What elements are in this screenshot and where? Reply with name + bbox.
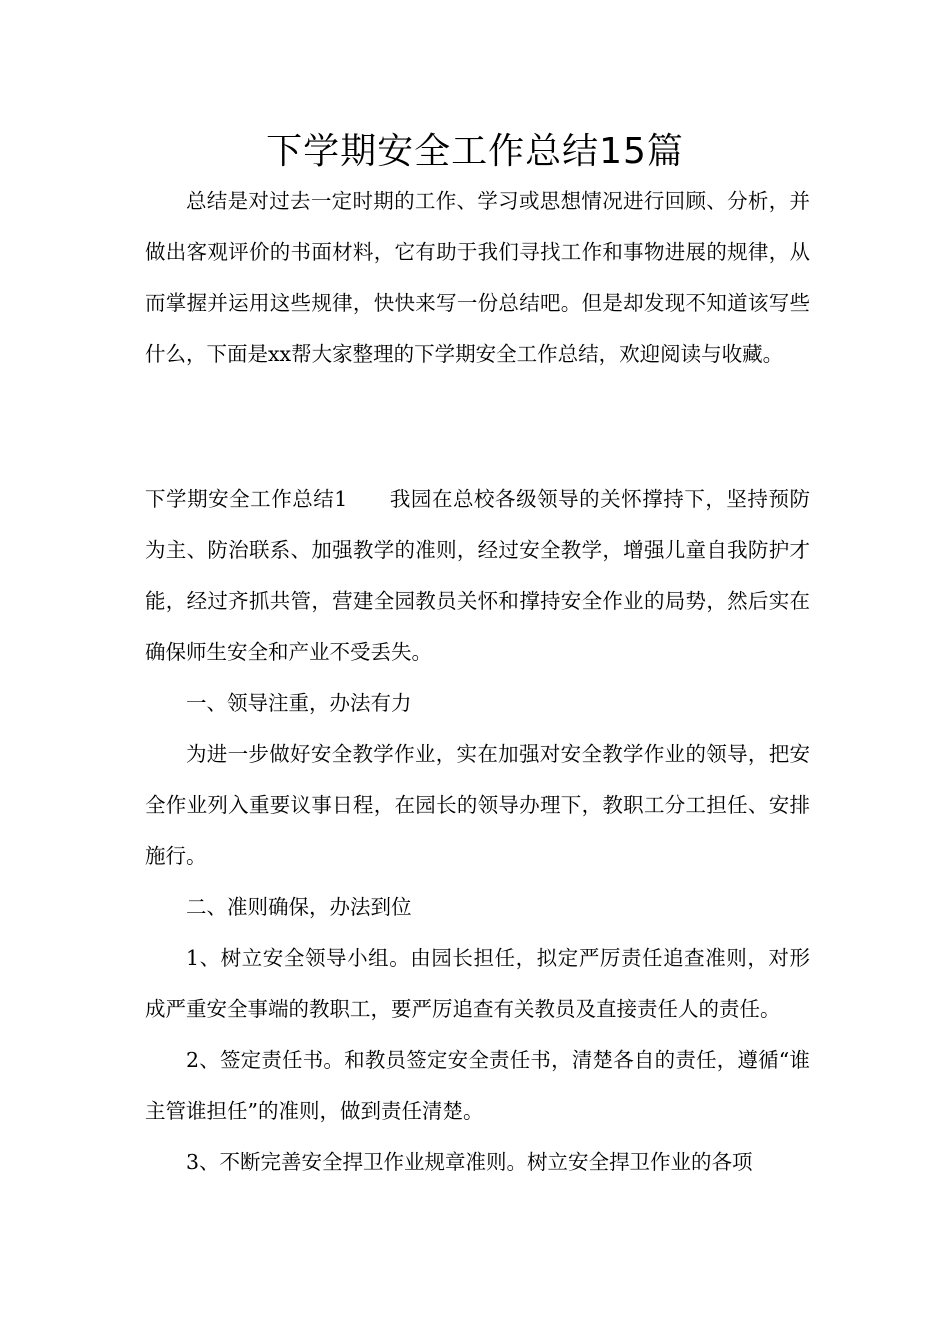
item-1: 1、树立安全领导小组。由园长担任，拟定严厉责任追查准则，对形成严重安全事端的教职工，要严厉追查有关教员及直接责任人的责任。 xyxy=(145,946,810,1021)
part-2-heading: 二、准则确保，办法到位 xyxy=(186,895,412,919)
document-body xyxy=(145,176,810,380)
section-1-paragraph xyxy=(145,474,810,678)
intro-paragraph: 总结是对过去一定时期的工作、学习或思想情况进行回顾、分析，并做出客观评价的书面材料，它有助于我们寻找工作和事物进展的规律，从而掌握并运用这些规律，快快来写一份总结吧。但是却发现不知道该写些什么，下面是xx帮大家整理的下学期安全工作总结，欢迎阅读与收藏。 xyxy=(145,189,810,366)
item-3: 3、不断完善安全捍卫作业规章准则。树立安全捍卫作业的各项 xyxy=(186,1150,753,1174)
item-2: 2、签定责任书。和教员签定安全责任书，清楚各自的责任，遵循“谁主管谁担任”的准则，做到责任清楚。 xyxy=(145,1048,810,1123)
document-title: 下学期安全工作总结15篇 xyxy=(266,131,684,172)
part-1-text: 为进一步做好安全教学作业，实在加强对安全教学作业的领导，把安全作业列入重要议事日程，在园长的领导办理下，教职工分工担任、安排施行。 xyxy=(145,742,810,868)
section-1-lead: 我园在总校各级领导的关怀撑持下，坚持预防为主、防治联系、加强教学的准则，经过安全教学，增强儿童自我防护才能，经过齐抓共管，营建全园教员关怀和撑持安全作业的局势，然后实在确保师生安全和产业不受丢失。 xyxy=(145,487,810,664)
section-1-heading: 下学期安全工作总结1 xyxy=(145,487,348,511)
part-1-heading: 一、领导注重，办法有力 xyxy=(186,691,412,715)
section-1 xyxy=(145,474,810,1188)
